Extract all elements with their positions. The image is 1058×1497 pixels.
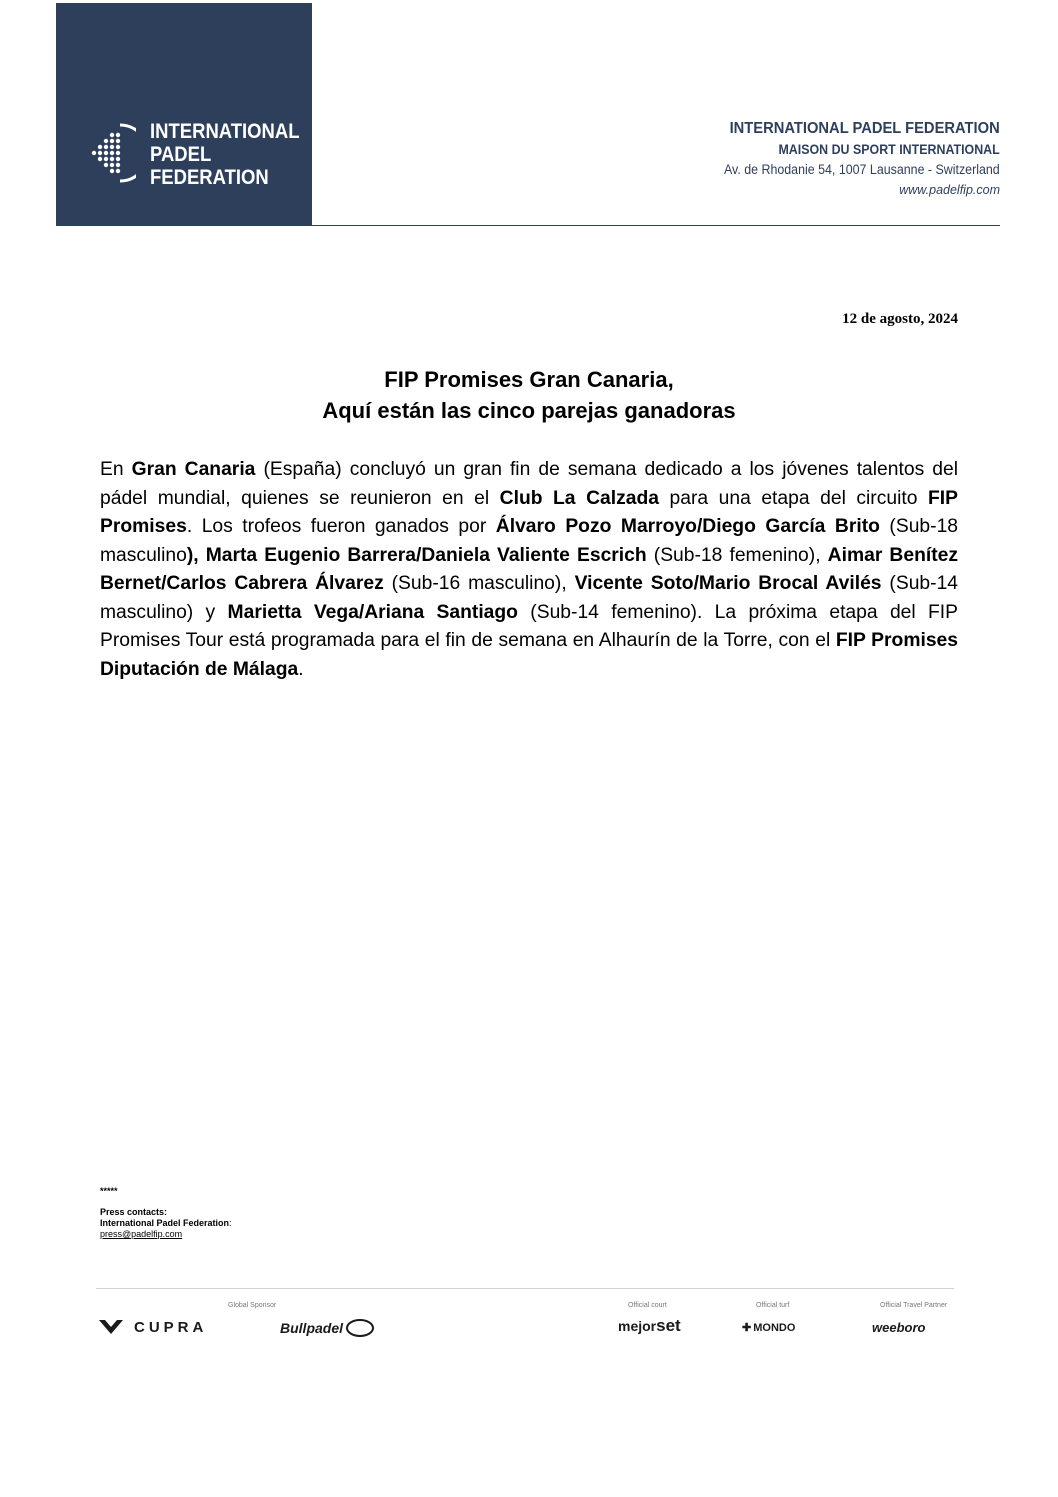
bullpadel-logo	[280, 1318, 375, 1338]
org-address: Av. de Rhodanie 54, 1007 Lausanne - Switzerland	[724, 162, 1000, 177]
logo-line: INTERNATIONAL	[150, 120, 300, 143]
mondo-emblem-icon: ✚	[742, 1322, 752, 1334]
org-building: MAISON DU SPORT INTERNATIONAL	[778, 142, 1000, 157]
body-bold-run: Gran Canaria	[131, 459, 256, 480]
fip-logo-wordmark	[150, 120, 320, 189]
title-line: Aquí están las cinco parejas ganadoras	[322, 398, 736, 423]
body-text-run: (Sub-18 femenino),	[646, 544, 828, 566]
weeboro-logo: weeboro	[872, 1320, 926, 1335]
official-court-label: Official court	[628, 1302, 667, 1309]
separator-stars: *****	[100, 1186, 118, 1196]
org-name: INTERNATIONAL PADEL FEDERATION	[729, 120, 1000, 137]
press-contacts-org: International Padel Federation	[100, 1218, 230, 1228]
mejorset-logo	[618, 1316, 681, 1336]
body-text-run: . Los trofeos fueron ganados por	[186, 516, 496, 537]
mondo-wordmark: MONDO	[753, 1321, 796, 1334]
global-sponsor-label: Global Sponsor	[228, 1302, 277, 1309]
body-text-run: (Sub-14 masculino) y	[100, 573, 959, 623]
header-divider	[56, 225, 1000, 226]
mondo-logo	[742, 1321, 795, 1334]
bullpadel-emblem-icon	[345, 1318, 375, 1338]
cupra-emblem-icon	[98, 1318, 124, 1336]
body-bold-run: FIP Promises Diputación de Málaga	[100, 630, 958, 680]
footer-divider	[96, 1288, 954, 1289]
body-text-run: (España) concluyó un gran fin de semana dedicado a los jóvenes talentos del pádel mundial, quienes se reunieron en el	[100, 459, 958, 509]
body-bold-run: Club La Calzada	[499, 487, 659, 509]
press-contacts	[100, 1186, 232, 1240]
press-release-title	[100, 364, 958, 426]
mejorset-wordmark-b: set	[656, 1316, 681, 1335]
body-text-run: (Sub-18 masculino	[100, 516, 959, 566]
fip-logo-block	[56, 3, 312, 225]
logo-line: FEDERATION	[150, 166, 269, 189]
body-text-run: para una etapa del circuito	[658, 487, 928, 509]
body-text-run: En	[100, 459, 132, 480]
body-bold-run: Vicente Soto/Mario Brocal Avilés	[574, 573, 882, 594]
press-release-body	[100, 456, 958, 684]
body-bold-run: ), Marta Eugenio Barrera/Daniela Valiente Escrich	[186, 544, 647, 566]
press-contacts-label: Press contacts:	[100, 1207, 168, 1217]
body-bold-run: FIP Promises	[100, 487, 958, 537]
bullpadel-wordmark: Bullpadel	[280, 1320, 344, 1336]
press-contacts-colon: :	[229, 1218, 232, 1228]
official-travel-label: Official Travel Partner	[880, 1302, 948, 1309]
body-text-run: (Sub-14 femenino). La próxima etapa del FIP Promises Tour está programada para el fin de semana en Alhaurín de la Torre, con el	[100, 601, 958, 651]
body-bold-run: Álvaro Pozo Marroyo/Diego García Brito	[495, 516, 880, 537]
body-text-run: (Sub-16 masculino),	[383, 573, 575, 594]
logo-line: PADEL	[150, 143, 212, 166]
mejorset-wordmark-a: mejor	[618, 1318, 657, 1334]
press-release-date: 12 de agosto, 2024	[842, 311, 958, 327]
title-line: FIP Promises Gran Canaria,	[384, 367, 674, 392]
org-website-link[interactable]: www.padelfip.com	[899, 183, 1000, 197]
official-turf-label: Official turf	[756, 1302, 790, 1309]
fip-logo-icon	[86, 113, 136, 193]
body-text-run: .	[298, 658, 304, 680]
body-bold-run: Marietta Vega/Ariana Santiago	[227, 601, 518, 623]
cupra-wordmark: CUPRA	[134, 1318, 208, 1336]
cupra-logo	[98, 1318, 207, 1336]
press-email-link[interactable]: press@padelfip.com	[100, 1229, 183, 1239]
body-bold-run: Aimar Benítez Bernet/Carlos Cabrera Álvarez	[100, 544, 958, 594]
org-address-block	[700, 118, 1000, 200]
